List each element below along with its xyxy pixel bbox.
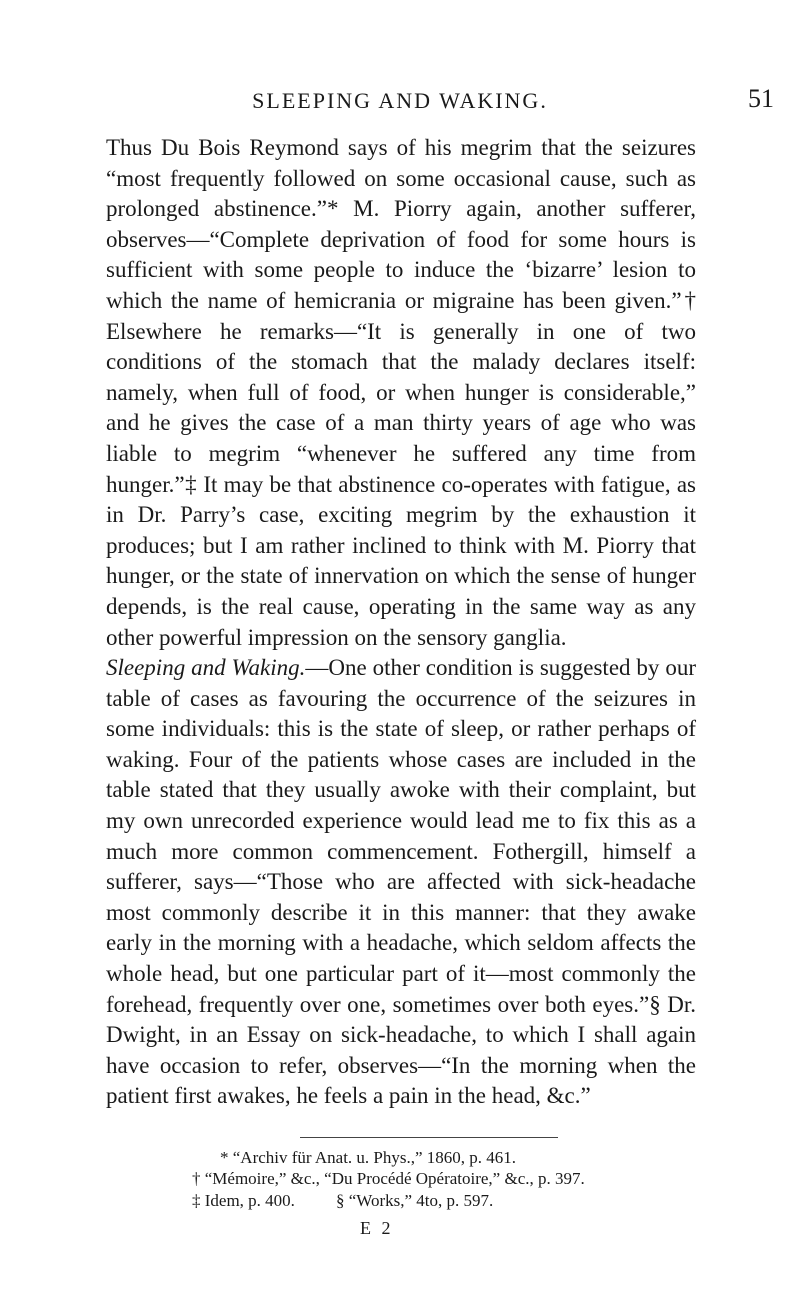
paragraph-2: [106, 653, 696, 1112]
footnote-2: † “Mémoire,” &c., “Du Procédé Opératoire,” &c., p. 397.: [192, 1169, 585, 1188]
page-number: 51: [748, 84, 774, 113]
footnote-4: § “Works,” 4to, p. 597.: [336, 1191, 494, 1210]
paragraph-1: [106, 133, 696, 653]
body-text: [106, 133, 696, 1112]
footnote-1: * “Archiv für Anat. u. Phys.,” 1860, p. 461.: [220, 1148, 517, 1167]
footnote-3: ‡ Idem, p. 400.: [192, 1191, 295, 1210]
paragraph-1-text: Thus Du Bois Reymond says of his megrim that the seizures “most frequently followed on some occasional cause, such as prolonged abstinence.”* M. Piorry again, another sufferer, observes—“Complete deprivation of food for some hours is sufficient with some people to induce the ‘bizarre’ lesion to which the name of hemicrania or migraine has been given.”† Elsewhere he remarks—“It is generally in one of two conditions of the stomach that the malady declares itself: namely, when full of food, or when hunger is considerable,” and he gives the case of a man thirty years of age who was liable to megrim “whenever he suffered any time from hunger.”‡ It may be that abstinence co-operates with fatigue, as in Dr. Parry’s case, exciting megrim by the exhaustion it produces; but I am rather inclined to think with M. Piorry that hunger, or the state of innervation on which the sense of hunger depends, is the real cause, operating in the same way as any other powerful impression on the sensory ganglia.: [106, 135, 696, 650]
signature-mark: E 2: [360, 1218, 394, 1238]
footnote-rule: [300, 1137, 558, 1138]
section-lead: Sleeping and Waking.: [106, 655, 306, 681]
running-head: SLEEPING AND WAKING.: [252, 88, 548, 113]
paragraph-2-text: —One other condition is suggested by our table of cases as favouring the occurrence of the seizures in some individuals: this is the state of sleep, or rather perhaps of waking. Four of the patients whose cases are included in the table stated that they usually awoke with their complaint, but my own unrecorded experience would lead me to fix this as a much more common commencement. Fothergill, himself a sufferer, says—“Those who are affected with sick-headache most commonly describe it in this manner: that they awake early in the morning with a headache, which seldom affects the whole head, but one particular part of it—most commonly the forehead, frequently over one, sometimes over both eyes.”§ Dr. Dwight, in an Essay on sick-headache, to which I shall again have occasion to refer, observes—“In the morning when the patient first awakes, he feels a pain in the head, &c.”: [106, 655, 696, 1109]
